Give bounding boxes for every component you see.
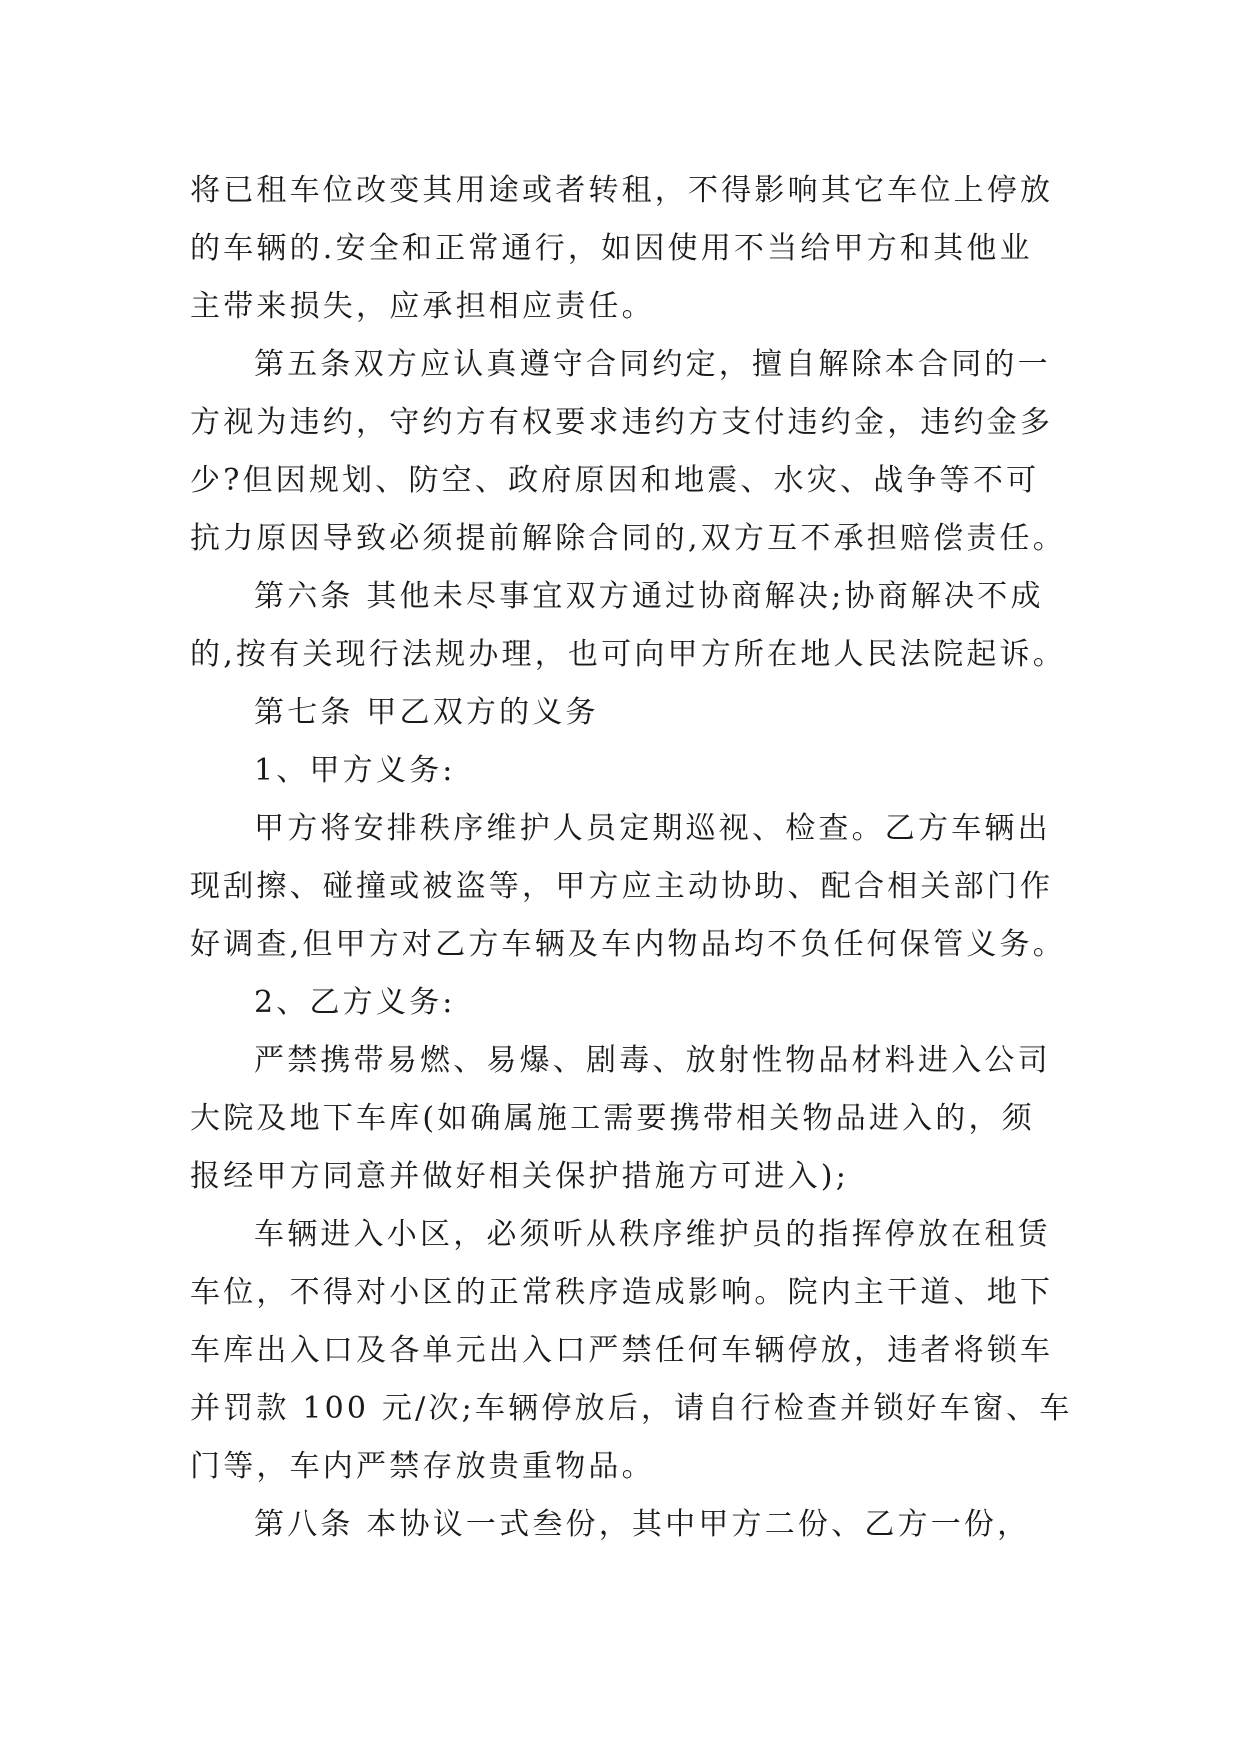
text-line: 大院及地下车库(如确属施工需要携带相关物品进入的，须 [190, 1101, 1035, 1136]
text-line: 车辆进入小区，必须听从秩序维护员的指挥停放在租赁 [254, 1217, 1051, 1252]
text-line: 现刮擦、碰撞或被盗等，甲方应主动协助、配合相关部门作 [190, 869, 1054, 904]
text-line: 少?但因规划、防空、政府原因和地震、水灾、战争等不可 [190, 463, 1040, 498]
contract-text-body [190, 162, 1073, 1554]
text-line: 主带来损失，应承担相应责任。 [190, 289, 655, 324]
clause-8-start: 第八条 本协议一式叁份，其中甲方二份、乙方一份， [254, 1507, 1031, 1542]
clause-6-start: 第六条 其他未尽事宜双方通过协商解决;协商解决不成 [254, 579, 1044, 614]
text-line: 门等，车内严禁存放贵重物品。 [190, 1449, 655, 1484]
text-line: 方视为违约，守约方有权要求违约方支付违约金，违约金多 [190, 405, 1054, 440]
text-line: 严禁携带易燃、易爆、剧毒、放射性物品材料进入公司 [254, 1043, 1051, 1078]
text-line: 抗力原因导致必须提前解除合同的,双方互不承担赔偿责任。 [190, 521, 1066, 556]
text-line: 报经甲方同意并做好相关保护措施方可进入); [190, 1159, 850, 1194]
text-line: 好调查,但甲方对乙方车辆及车内物品均不负任何保管义务。 [190, 927, 1066, 962]
text-line: 的,按有关现行法规办理，也可向甲方所在地人民法院起诉。 [190, 637, 1066, 672]
text-line: 车库出入口及各单元出入口严禁任何车辆停放，违者将锁车 [190, 1333, 1054, 1368]
clause-5-start: 第五条双方应认真遵守合同约定，擅自解除本合同的一 [254, 347, 1051, 382]
party-b-obligations-heading: 2、乙方义务: [254, 985, 456, 1020]
text-line: 甲方将安排秩序维护人员定期巡视、检查。乙方车辆出 [254, 811, 1051, 846]
text-line: 的车辆的.安全和正常通行，如因使用不当给甲方和其他业 [190, 231, 1033, 266]
text-line: 并罚款 100 元/次;车辆停放后，请自行检查并锁好车窗、车 [190, 1391, 1073, 1426]
party-a-obligations-heading: 1、甲方义务: [254, 753, 456, 788]
clause-7-heading: 第七条 甲乙双方的义务 [254, 695, 599, 730]
text-line: 车位，不得对小区的正常秩序造成影响。院内主干道、地下 [190, 1275, 1054, 1310]
text-line: 将已租车位改变其用途或者转租，不得影响其它车位上停放 [190, 173, 1054, 208]
